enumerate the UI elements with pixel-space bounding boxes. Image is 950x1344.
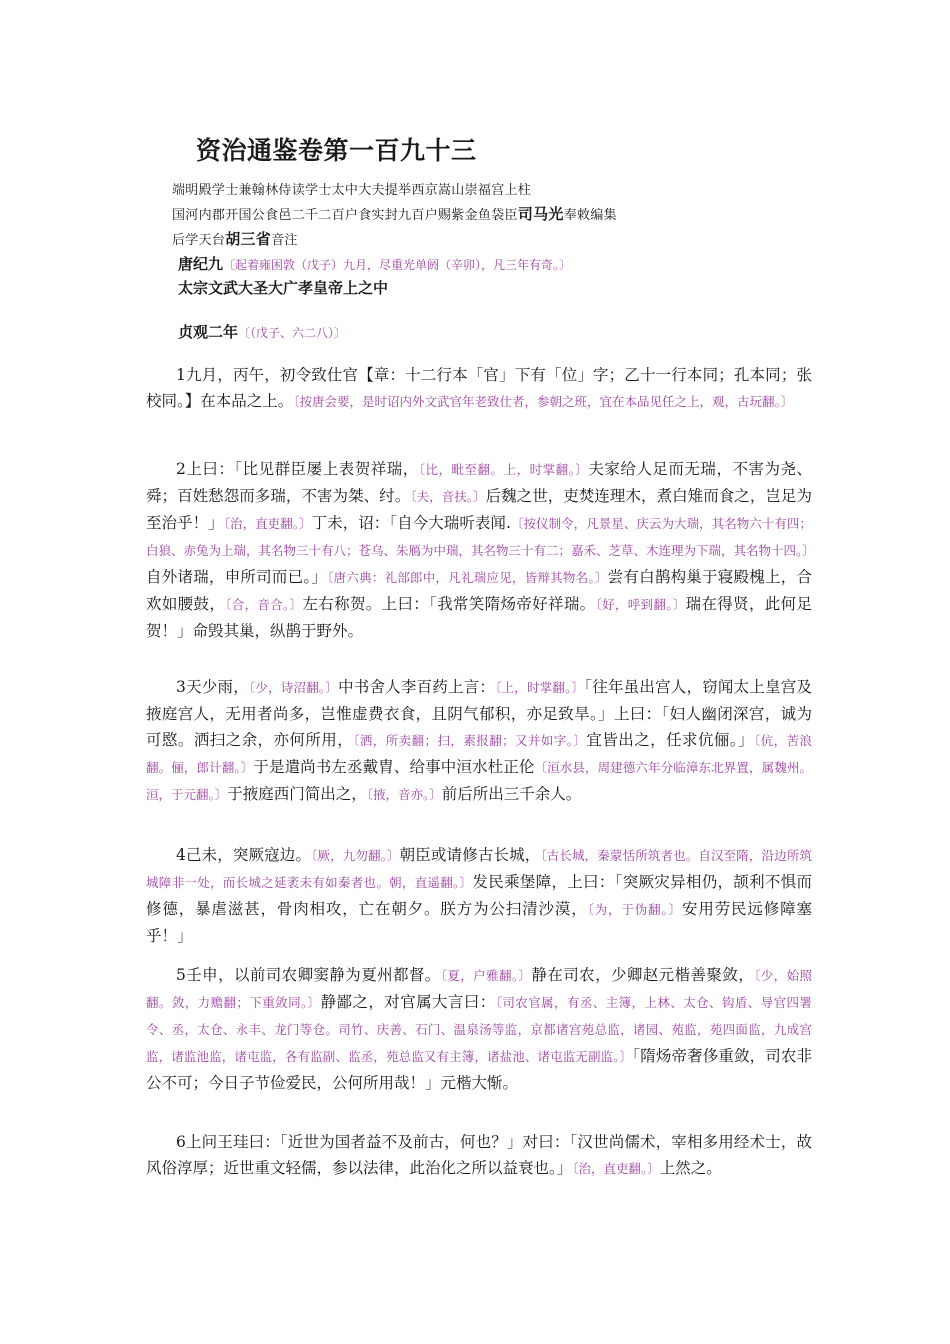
main-text: 自外诸瑞，申所司而已。」 [146, 568, 328, 586]
main-text: 瑞在得贤，此何足贺！」命毁其巢，纵鹊于野外。 [146, 595, 812, 640]
main-text: 静在司农，少卿赵元楷善聚敛， [531, 966, 755, 984]
author-line-2-pre: 国河内郡开国公食邑二千二百户食实封九百户赐紫金鱼袋臣 [172, 208, 518, 223]
annotation-note: 〔治，直吏翻。〕 [223, 516, 312, 531]
dynasty-name: 唐纪九 [178, 255, 224, 273]
volume-title: 资治通鉴卷第一百九十三 [196, 136, 477, 165]
main-text: 前后所出三千余人。 [441, 785, 582, 803]
main-text: 1九月，丙午，初令致仕官【章：十二行本「官」下有「位」字；乙十一行本同；孔本同；张校同。】在本品之上。 [146, 366, 812, 410]
dynasty-heading [178, 253, 571, 274]
annotation-note: 〔比，毗至翻。上，时掌翻。〕 [418, 462, 589, 477]
annotator-line [172, 228, 298, 249]
paragraph-5 [146, 962, 812, 1096]
annotation-note: 〔为，于伪翻。〕 [587, 902, 682, 917]
annotation-note: 〔合，音合。〕 [225, 597, 303, 612]
annotation-note: 〔唐六典：礼部郎中，凡礼瑞应见，皆辩其物名。〕 [327, 570, 608, 585]
annotation-note: 〔少，始照翻。敛，力赡翻；下重敛同。〕 [146, 968, 812, 1010]
annotator-line-post: 音注 [271, 233, 298, 248]
main-text: 上然之。 [659, 1159, 722, 1177]
main-text: 5壬申，以前司农卿窦静为夏州都督。 [176, 966, 441, 984]
annotation-note: 〔夏，户雅翻。〕 [440, 968, 532, 983]
author-name-sima-guang: 司马光 [517, 205, 564, 223]
annotation-note: 〔司农官属，有丞、主簿，上林、太仓、钩盾、导官四署令、丞，太仓、永丰、龙门等仓。司竹、庆善、石门、温泉汤等监，京都诸宫苑总监，诸园、苑监，苑四面监，九成宫监，诸监池监，诸屯监，各有监副、监丞，苑总监又有主簿，诸盐池、诸屯监无副监。〕 [146, 995, 812, 1064]
annotation-note: 〔古长城，秦蒙恬所筑者也。自汉至隋，沿边所筑城障非一处，而长城之延袤未有如秦者也。朝，直遥翻。〕 [146, 848, 812, 890]
annotation-note: 〔按仪制令，凡景星、庆云为大瑞，其名物六十有四；白狼、赤兔为上瑞，其名物三十有八；苍乌、朱鴈为中瑞，其名物三十有二；嘉禾、芝草、木连理为下瑞，其名物十四。〕 [146, 516, 815, 558]
annotation-note: 〔治，直吏翻。〕 [572, 1161, 660, 1176]
main-text: 3天少雨， [176, 678, 249, 696]
era-name: 贞观二年 [178, 323, 239, 341]
annotation-note: 〔洹水县，周建德六年分临漳东北界置，属魏州。洹，于元翻。〕 [146, 760, 812, 802]
dynasty-note: 〔起着雍困敦（戊子）九月，尽重光单阏（辛卯），凡三年有奇。〕 [223, 258, 572, 272]
main-text: 4己未，突厥寇边。 [176, 846, 312, 864]
annotation-note: 〔伉，苦浪翻。俪，郎计翻。〕 [146, 733, 812, 775]
paragraph-1 [146, 362, 812, 415]
main-text: 2上曰：「比见群臣屡上表贺祥瑞， [176, 460, 419, 478]
main-text: 「往年虽出宫人，窃闻太上皇宫及掖庭宫人，无用者尚多，岂惟虚费衣食，且阴气郁积，亦足致旱。」上曰：「妇人幽闭深宫，诚为可愍。洒扫之余，亦何所用， [146, 678, 812, 749]
annotation-note: 〔上，时掌翻。〕 [495, 680, 585, 695]
author-line-1 [172, 179, 531, 198]
author-line-1-text: 端明殿学士兼翰林侍读学士太中大夫提举西京嵩山崇福宫上柱 [172, 183, 532, 198]
annotation-note: 〔好，呼到翻。〕 [595, 597, 686, 612]
era-heading [178, 321, 346, 342]
main-text: 丁未，诏：「自今大瑞听表闻. [311, 514, 511, 532]
main-text: 静鄙之，对官属大言曰： [320, 993, 496, 1011]
main-text: 于掖庭西门简出之， [227, 785, 367, 803]
main-text: 中书舍人李百药上言： [338, 678, 496, 696]
main-text: 左右称贺。上曰：「我常笑隋炀帝好祥瑞。 [302, 595, 596, 613]
annotation-note: 〔洒，所卖翻；扫，素报翻；又并如字。〕 [353, 733, 587, 748]
annotation-note: 〔掖，音亦。〕 [366, 787, 442, 802]
annotation-note: 〔按唐会要，是时诏内外文武官年老致仕者，参朝之班，宜在本品见任之上，观，古玩翻。〕 [293, 394, 794, 409]
annotation-note: 〔夫，音扶。〕 [410, 489, 486, 504]
main-text: 夫家给人足而无瑞，不害为尧、舜；百姓愁怨而多瑞，不害为桀、纣。 [146, 460, 812, 505]
main-text: 朝臣或请修古长城， [399, 846, 541, 864]
author-line-2-post: 奉敕编集 [563, 208, 617, 223]
era-note: 〔（戊子、六二八）〕 [238, 326, 347, 340]
main-text: 宜皆出之，任求伉俪。」 [586, 731, 754, 749]
paragraph-2 [146, 456, 815, 644]
annotation-note: 〔少，诗沼翻。〕 [248, 680, 339, 695]
author-line-2 [172, 203, 617, 224]
main-text: 后魏之世，吏焚连理木，煮白雉而食之，岂足为至治乎！」 [146, 487, 812, 532]
main-text: 「隋炀帝奢侈重敛，司农非公不可；今日子节俭爱民，公何所用哉！」元楷大惭。 [146, 1047, 812, 1092]
emperor-heading: 太宗文武大圣大广孝皇帝上之中 [178, 279, 389, 297]
paragraph-4 [146, 842, 812, 949]
main-text: 发民乘堡障，上曰：「突厥灾异相仍，颉利不惧而修德，暴虐滋甚，骨肉相攻，亡在朝夕。朕方为公扫清沙漠， [146, 873, 812, 918]
annotator-line-pre: 后学天台 [172, 233, 226, 248]
paragraph-3 [146, 674, 812, 808]
main-text: 6上问王珪曰：「近世为国者益不及前古，何也？」对曰：「汉世尚儒术，宰相多用经术士，故风俗淳厚；近世重文轻儒，参以法律，此治化之所以益衰也。」 [146, 1133, 812, 1177]
main-text: 安用劳民远修障塞乎！」 [146, 900, 812, 945]
main-text: 尝有白鹊构巢于寝殿槐上，合欢如腰鼓， [146, 568, 812, 613]
paragraph-6 [146, 1129, 812, 1182]
main-text: 于是遣尚书左丞戴胄、给事中洹水杜正伦 [253, 758, 535, 776]
annotator-name-hu-sansheng: 胡三省 [225, 230, 272, 248]
annotation-note: 〔厥，九勿翻。〕 [311, 848, 400, 863]
